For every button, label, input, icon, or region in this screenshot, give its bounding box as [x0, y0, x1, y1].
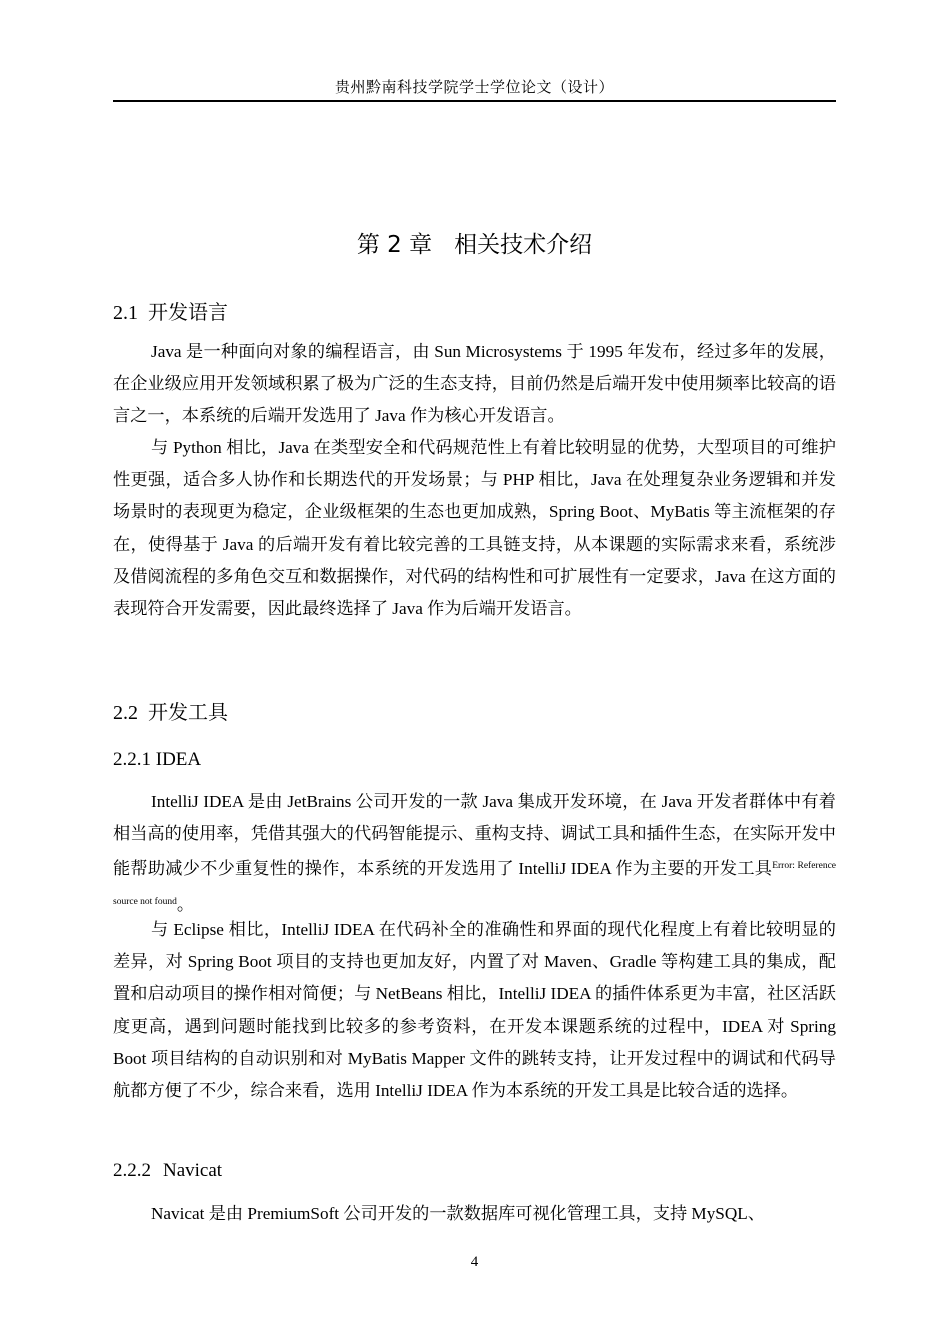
- section-number: 2.2: [113, 702, 138, 724]
- paragraph: 与 Python 相比，Java 在类型安全和代码规范性上有着比较明显的优势，大型项目的可维护性更强，适合多人协作和长期迭代的开发场景；与 PHP 相比，Java 在处理复杂业务逻辑和并发场景时的表现更为稳定，企业级框架的生态也更加成熟，Spring Boot、MyBatis 等主流框架的存在，使得基于 Java 的后端开发有着比较完善的工具链支持，从本课题的实际需求来看，系统涉及借阅流程的多角色交互和数据操作，对代码的结构性和可扩展性有一定要求，Java 在这方面的表现符合开发需要，因此最终选择了 Java 作为后端开发语言。: [113, 438, 836, 619]
- paragraph: 与 Eclipse 相比，IntelliJ IDEA 在代码补全的准确性和界面的现代化程度上有着比较明显的差异，对 Spring Boot 项目的支持也更加友好，内置了对 Maven、Gradle 等构建工具的集成，配置和启动项目的操作相对简便；与 NetBeans 相比，IntelliJ IDEA 的插件体系更为丰富，社区活跃度更高，遇到问题时能找到比较多的参考资料，在开发本课题系统的过程中，IDEA 对 Spring Boot 项目结构的自动识别和对 MyBatis Mapper 文件的跳转支持，让开发过程中的调试和代码导航都方便了不少，综合来看，选用 IntelliJ IDEA 作为本系统的开发工具是比较合适的选择。: [113, 920, 836, 1101]
- chapter-number: 第 2 章: [356, 232, 433, 258]
- section-title: 开发语言: [148, 300, 228, 324]
- section-heading-2-1: [113, 296, 228, 325]
- chapter-name: 相关技术介绍: [454, 232, 593, 258]
- page-number: 4: [470, 1254, 479, 1270]
- section-heading-2-2: [113, 696, 228, 725]
- reference-error-note: Error: Reference source not found: [113, 861, 836, 907]
- section-number: 2.1: [113, 302, 138, 324]
- subsection-number: 2.2.2: [113, 1160, 151, 1181]
- paragraph: [113, 786, 836, 921]
- subsection-heading-2-2-1: 2.2.1 IDEA: [113, 749, 202, 770]
- paragraph-end: 。: [176, 894, 195, 914]
- paragraph-text: IntelliJ IDEA 是由 JetBrains 公司开发的一款 Java 集成开发环境，在 Java 开发者群体中有着相当高的使用率，凭借其强大的代码智能提示、重构支持、调试工具和插件生态，在实际开发中能帮助减少不少重复性的操作，本系统的开发选用了 IntelliJ IDEA 作为主要的开发工具: [113, 792, 836, 879]
- subsection-title: Navicat: [163, 1160, 223, 1181]
- chapter-title: [113, 226, 836, 259]
- subsection-heading-2-2-2: [113, 1160, 222, 1182]
- paragraph: Navicat 是由 PremiumSoft 公司开发的一款数据库可视化管理工具，支持 MySQL、: [151, 1204, 765, 1223]
- running-header: 贵州黔南科技学院学士学位论文（设计）: [334, 78, 614, 96]
- section-title: 开发工具: [148, 700, 228, 724]
- header-rule: [113, 100, 836, 102]
- paragraph: Java 是一种面向对象的编程语言，由 Sun Microsystems 于 1995 年发布，经过多年的发展，在企业级应用开发领域积累了极为广泛的生态支持，目前仍然是后端开发中使用频率比较高的语言之一，本系统的后端开发选用了 Java 作为核心开发语言。: [113, 342, 836, 426]
